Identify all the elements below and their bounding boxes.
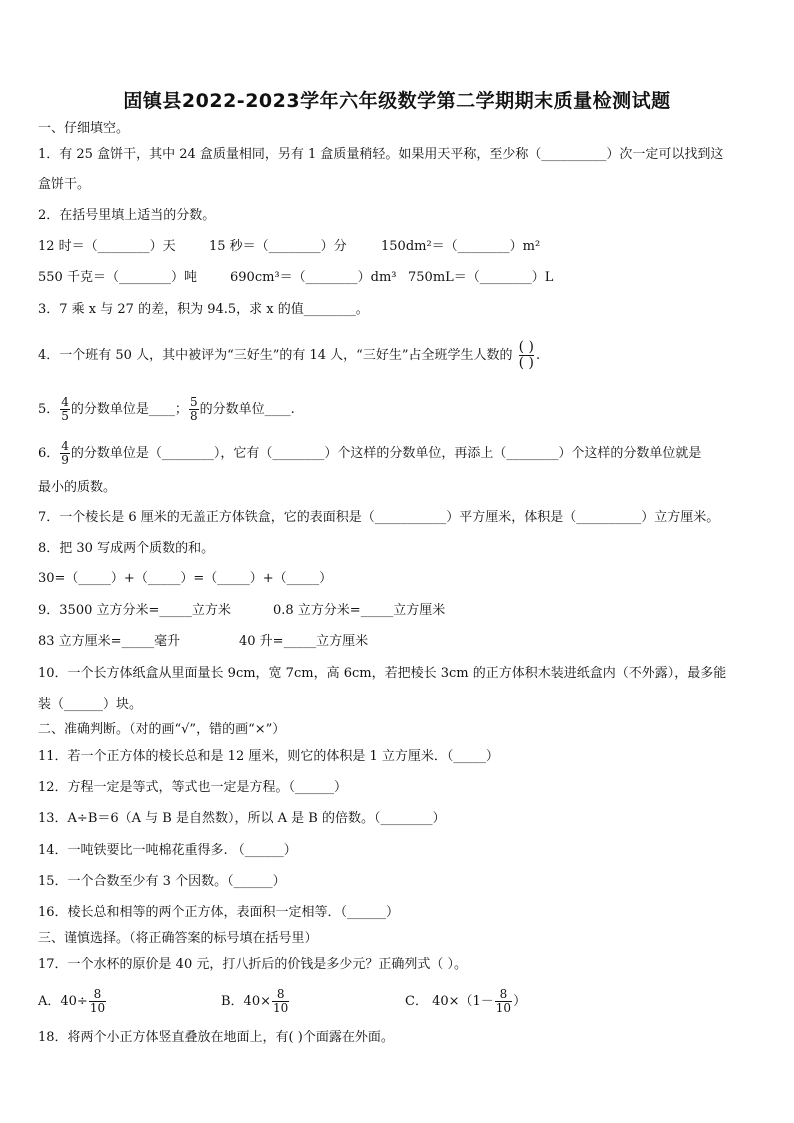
question-5-mid: 的分数单位是____； xyxy=(70,402,188,417)
question-4-end: . xyxy=(535,348,541,363)
question-18: 18．将两个小正方体竖直叠放在地面上，有( )个面露在外面。 xyxy=(38,1030,394,1045)
question-11: 11．若一个正方体的棱长总和是 12 厘米，则它的体积是 1 立方厘米．（_____） xyxy=(38,749,499,764)
fraction-denominator: 8 xyxy=(189,409,198,423)
question-17: 17．一个水杯的原价是 40 元，打八折后的价钱是多少元？正确列式（ ）。 xyxy=(38,957,467,972)
question-2-row-2-c: 750mL＝（________）L xyxy=(408,270,554,285)
question-1-line-1: 1．有 25 盒饼干，其中 24 盒质量相同，另有 1 盒质量稍轻。如果用天平称，至少称（__________）次一定可以找到这 xyxy=(38,147,724,162)
fraction-denominator: 10 xyxy=(89,1001,106,1015)
section-3-heading: 三、谨慎选择。（将正确答案的标号填在括号里） xyxy=(38,931,318,946)
question-2-row-1-b: 15 秒＝（________）分 xyxy=(209,239,347,254)
question-5-number: 5． xyxy=(38,402,60,417)
question-4 xyxy=(38,340,540,371)
fraction-8-10 xyxy=(495,988,512,1015)
question-2: 2．在括号里填上适当的分数。 xyxy=(38,208,216,223)
question-17-option-a xyxy=(38,988,107,1015)
question-12: 12．方程一定是等式，等式也一定是方程。（______） xyxy=(38,780,348,795)
fraction-numerator: 5 xyxy=(189,395,198,409)
section-1-heading: 一、仔细填空。 xyxy=(38,121,130,136)
page-title: 固镇县2022-2023学年六年级数学第二学期期末质量检测试题 xyxy=(123,90,671,112)
fraction-5-8 xyxy=(189,396,199,423)
option-b-label: B．40× xyxy=(221,994,271,1009)
question-8-equation: 30=（_____）+（_____）=（_____）+（_____） xyxy=(38,571,333,586)
question-9-d: 40 升=_____立方厘米 xyxy=(239,634,369,649)
question-5-end: 的分数单位____. xyxy=(199,402,295,417)
section-2-heading: 二、准确判断。（对的画“√”，错的画“×”） xyxy=(38,722,286,737)
option-c-end: ） xyxy=(513,994,527,1009)
question-2-row-1-a: 12 时＝（________）天 xyxy=(38,239,176,254)
question-6-line-1 xyxy=(38,440,701,467)
question-17-option-b xyxy=(221,988,290,1015)
fraction-numerator: 8 xyxy=(495,988,512,1002)
fraction-denominator: 10 xyxy=(273,1001,289,1015)
question-2-row-2-a: 550 千克＝（________）吨 xyxy=(38,270,197,285)
fraction-8-10 xyxy=(89,988,106,1015)
question-8: 8．把 30 写成两个质数的和。 xyxy=(38,541,215,556)
question-15: 15．一个合数至少有 3 个因数。（______） xyxy=(38,874,286,889)
fraction-denominator: 10 xyxy=(495,1001,512,1015)
fraction-numerator: 8 xyxy=(89,988,106,1002)
question-6-number: 6． xyxy=(38,446,60,461)
question-5 xyxy=(38,396,295,423)
question-9-b: 0.8 立方分米=_____立方厘米 xyxy=(273,603,446,618)
question-10-line-2: 装（______）块。 xyxy=(38,697,143,712)
fraction-4-5 xyxy=(60,396,70,423)
question-3: 3．7 乘 x 与 27 的差，积为 94.5，求 x 的值________。 xyxy=(38,302,369,317)
question-4-fraction-blank xyxy=(519,340,534,371)
option-c-label: C． 40×（1－ xyxy=(405,994,494,1009)
fraction-numerator: 4 xyxy=(61,439,69,453)
question-17-option-c xyxy=(405,988,526,1015)
question-1-line-2: 盒饼干。 xyxy=(38,177,91,192)
fraction-denominator-blank: ( ) xyxy=(518,355,534,371)
fraction-8-10 xyxy=(272,988,289,1015)
fraction-numerator: 4 xyxy=(61,395,69,409)
question-14: 14．一吨铁要比一吨棉花重得多. （______） xyxy=(38,843,297,858)
question-9-c: 83 立方厘米=_____毫升 xyxy=(38,634,181,649)
question-7: 7．一个棱长是 6 厘米的无盖正方体铁盒，它的表面积是（___________）平方厘米，体积是（__________）立方厘米。 xyxy=(38,510,720,525)
fraction-denominator: 5 xyxy=(61,409,69,423)
question-13: 13．A÷B＝6（A 与 B 是自然数），所以 A 是 B 的倍数。（________） xyxy=(38,811,446,826)
fraction-numerator: 8 xyxy=(272,988,289,1002)
question-6-text: 的分数单位是（________），它有（________）个这样的分数单位，再添上（________）个这样的分数单位就是 xyxy=(70,446,702,461)
question-9-a: 9．3500 立方分米=_____立方米 xyxy=(38,603,231,618)
question-2-row-2-b: 690cm³＝（________）dm³ xyxy=(230,270,397,285)
fraction-numerator-blank: ( ) xyxy=(518,339,534,355)
option-a-label: A．40÷ xyxy=(38,994,88,1009)
question-2-row-1-c: 150dm²＝（________）m² xyxy=(381,239,541,254)
question-4-text: 4．一个班有 50 人，其中被评为“三好生”的有 14 人，“三好生”占全班学生人数的 xyxy=(38,348,513,363)
question-16: 16．棱长总和相等的两个正方体，表面积一定相等．（______） xyxy=(38,905,400,920)
fraction-denominator: 9 xyxy=(61,453,69,467)
question-10-line-1: 10．一个长方体纸盒从里面量长 9cm，宽 7cm，高 6cm，若把棱长 3cm 的正方体积木装进纸盒内（不外露），最多能 xyxy=(38,666,727,681)
question-6-line-2: 最小的质数。 xyxy=(38,480,117,495)
fraction-4-9 xyxy=(60,440,70,467)
